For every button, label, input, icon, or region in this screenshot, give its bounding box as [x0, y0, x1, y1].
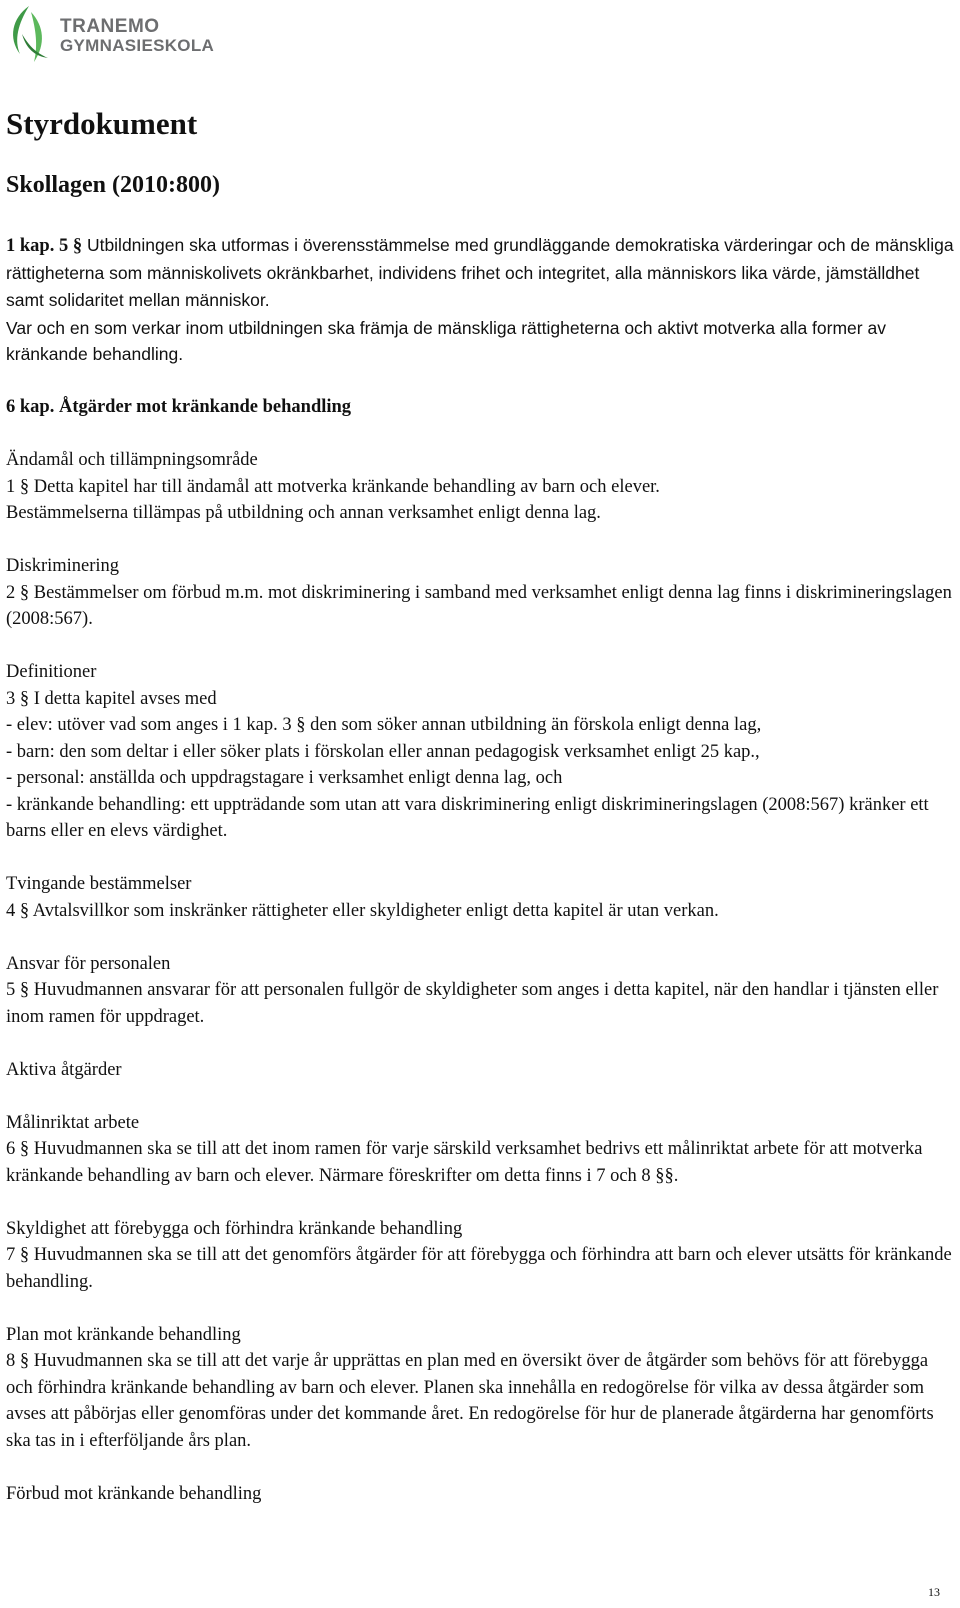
page-title: Styrdokument: [6, 106, 198, 141]
section-title: Skyldighet att förebygga och förhindra kränkande behandling: [6, 1218, 463, 1239]
document-body: [6, 232, 956, 1507]
section-paragraph: 2 § Bestämmelser om förbud m.m. mot diskriminering i samband med verksamhet enligt denna lag finns i diskrimineringslagen (2008:567).: [6, 582, 952, 629]
page-number: 13: [928, 1585, 940, 1599]
section-title: Diskriminering: [6, 556, 120, 576]
chapter-1-text: Utbildningen ska utformas i överensstämmelse med grundläggande demokratiska värderingar och de mänskliga rättigheterna som människolivets okränkbarhet, individens frihet och integritet, alla människors lika värde, jämställdhet samt solidaritet mellan människor.: [6, 235, 954, 310]
section-paragraph: Bestämmelserna tillämpas på utbildning och annan verksamhet enligt denna lag.: [6, 503, 601, 523]
school-logo: [4, 4, 214, 68]
section-paragraph: - barn: den som deltar i eller söker plats i förskolan eller annan pedagogisk verksamhet enligt 25 kap.,: [6, 741, 760, 762]
chapter-1-text-2: Var och en som verkar inom utbildningen ska främja de mänskliga rättigheterna och aktivt motverka alla former av kränkande behandling.: [6, 317, 886, 364]
logo-line-1: TRANEMO: [60, 16, 160, 37]
section-paragraph: 5 § Huvudmannen ansvarar för att personalen fullgör de skyldigheter som anges i detta kapitel, när den handlar i tjänsten eller inom ramen för uppdraget.: [6, 980, 939, 1027]
section-title: Tvingande bestämmelser: [6, 874, 192, 894]
section-paragraph: 4 § Avtalsvillkor som inskränker rättigheter eller skyldigheter enligt detta kapitel är utan verkan.: [6, 900, 719, 921]
section-paragraph: - personal: anställda och uppdragstagare i verksamhet enligt denna lag, och: [6, 768, 563, 788]
section-title: Ändamål och tillämpningsområde: [6, 450, 258, 470]
section-title: Förbud mot kränkande behandling: [6, 1483, 262, 1504]
chapter-1-paragraph: [6, 232, 956, 315]
chapter-6-sections: [6, 421, 956, 1508]
section-paragraph: 3 § I detta kapitel avses med: [6, 688, 217, 709]
logo-line-2: GYMNASIESKOLA: [60, 36, 215, 55]
section-title: Ansvar för personalen: [6, 953, 171, 974]
section-paragraph: 1 § Detta kapitel har till ändamål att motverka kränkande behandling av barn och elever.: [6, 476, 660, 497]
section-paragraph: - kränkande behandling: ett uppträdande som utan att vara diskriminering enligt diskrimineringslagen (2008:567) kränker ett barns eller en elevs värdighet.: [6, 794, 929, 841]
section-title: Plan mot kränkande behandling: [6, 1324, 241, 1345]
section-paragraph: 8 § Huvudmannen ska se till att det varje år upprättas en plan med en översikt över de åtgärder som behövs för att förebygga och förhindra kränkande behandling av barn och elever. Planen ska innehålla en redogörelse för vilka av dessa åtgärder som avses att påbörjas eller genomföras under det kommande året. En redogörelse för hur de planerade åtgärderna har genomförts ska tas in i efterföljande års plan.: [6, 1351, 934, 1451]
section-title: Målinriktat arbete: [6, 1112, 140, 1133]
section-paragraph: 7 § Huvudmannen ska se till att det genomförs åtgärder för att förebygga och förhindra att barn och elever utsätts för kränkande behandling.: [6, 1245, 952, 1292]
chapter-1-ref: 1 kap. 5 §: [6, 236, 83, 256]
leaf-logo-icon: [4, 4, 54, 68]
section-title: Definitioner: [6, 662, 97, 682]
chapter-6-heading: 6 kap. Åtgärder mot kränkande behandling: [6, 397, 352, 417]
law-title: Skollagen (2010:800): [6, 172, 221, 198]
section-paragraph: 6 § Huvudmannen ska se till att det inom ramen för varje särskild verksamhet bedrivs ett målinriktat arbete för att motverka kränkande behandling av barn och elever. Närmare föreskrifter om detta finns i 7 och 8 §§.: [6, 1139, 923, 1186]
section-title: Aktiva åtgärder: [6, 1059, 122, 1080]
section-paragraph: - elev: utöver vad som anges i 1 kap. 3 § den som söker annan utbildning än förskola enligt denna lag,: [6, 715, 762, 735]
